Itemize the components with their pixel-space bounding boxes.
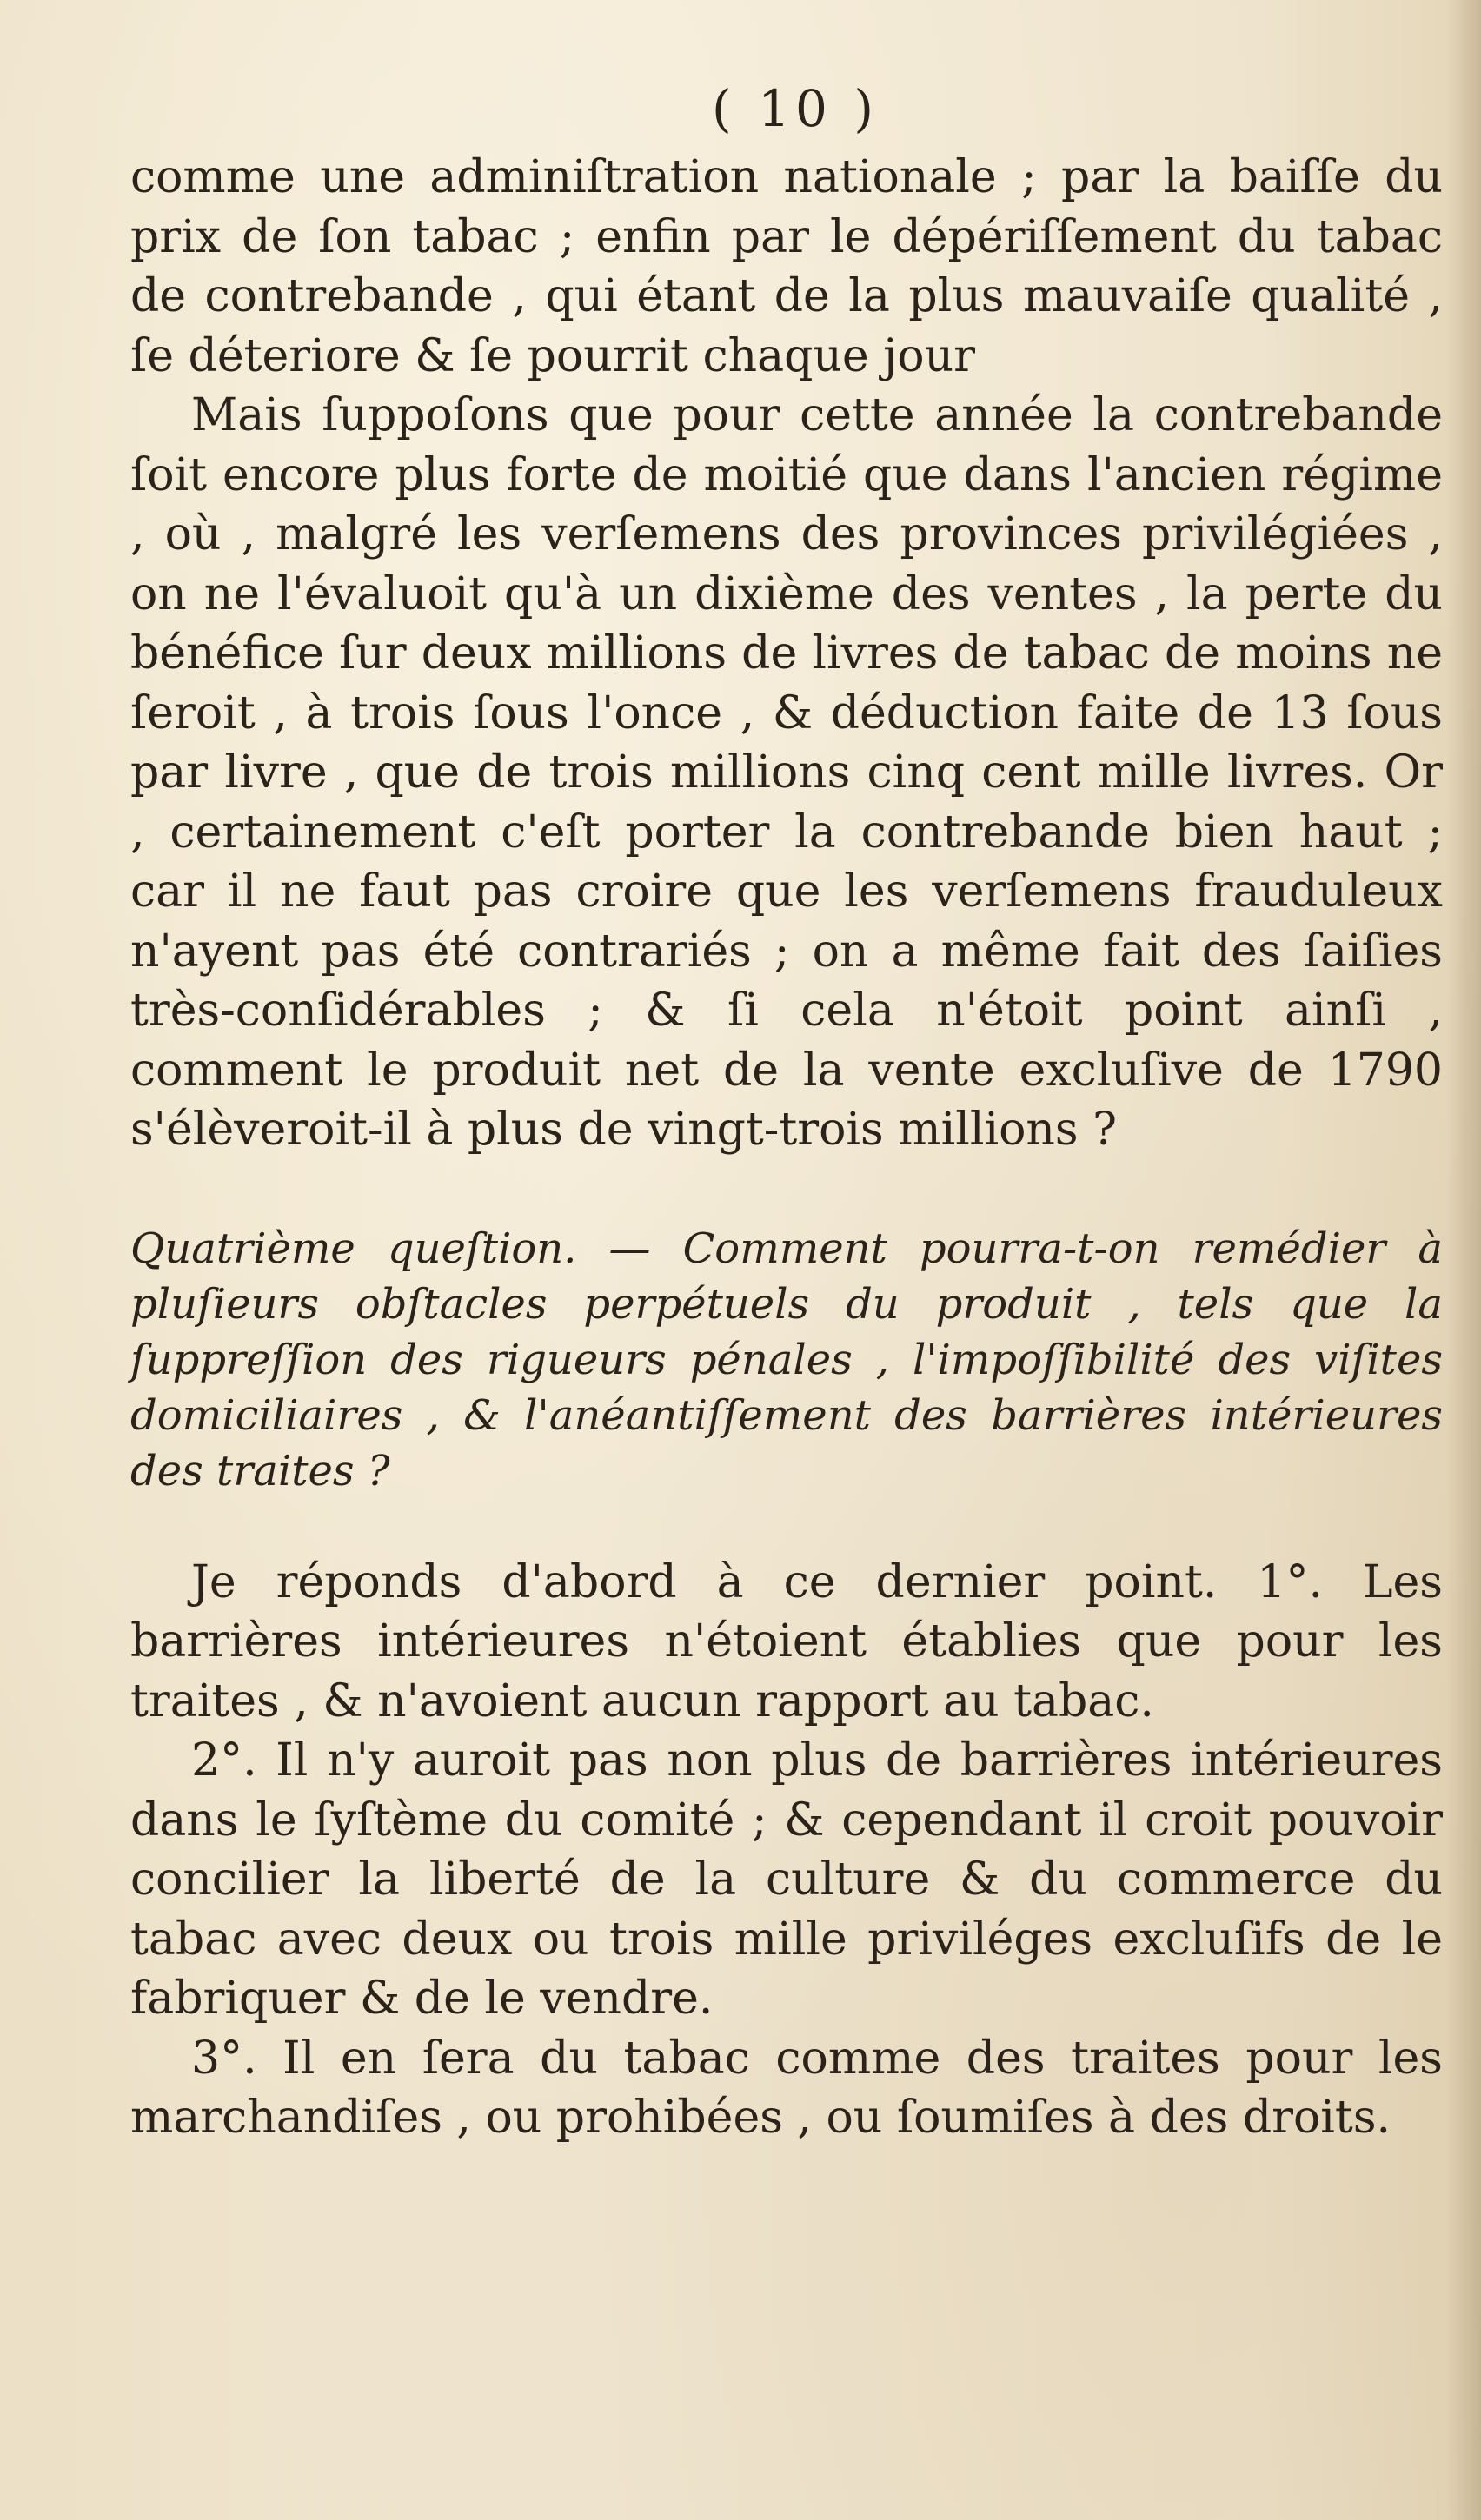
text-block xyxy=(130,70,1443,2148)
paragraph-continuation: comme une adminiſtration nationale ; par la baiſſe du prix de ſon tabac ; enfin par le dépériſſement du tabac de contrebande , qui étant de la plus mauvaiſe qualité , ſe déteriore & ſe pourrit chaque jour xyxy=(130,151,1443,382)
paragraph-reponse-3: 3°. Il en ſera du tabac comme des traites pour les marchandiſes , ou prohibées , ou ſoumiſes à des droits. xyxy=(130,2032,1443,2144)
paragraph-reponse-1: Je réponds d'abord à ce dernier point. 1°. Les barrières intérieures n'étoient établies que pour les traites , & n'avoient aucun rapport au tabac. xyxy=(130,1555,1443,1728)
question-heading: Quatrième queſtion. — Comment pourra-t-on remédier à pluſieurs obſtacles perpétuels du produit , tels que la ſuppreſſion des rigueurs pénales , l'impoſſibilité des viſites domiciliaires , & l'anéantiſſement des barrières intérieures des traites ? xyxy=(130,1224,1443,1495)
page-number: ( 10 ) xyxy=(712,79,879,138)
paragraph-contrebande: Mais ſuppoſons que pour cette année la contrebande ſoit encore plus forte de moitié que dans l'ancien régime , où , malgré les verſemens des provinces privilégiées , on ne l'évaluoit qu'à un dixième des ventes , la perte du bénéfice ſur deux millions de livres de tabac de moins ne ſeroit , à trois ſous l'once , & déduction faite de 13 ſous par livre , que de trois millions cinq cent mille livres. Or , certainement c'eſt porter la contrebande bien haut ; car il ne faut pas croire que les verſemens frauduleux n'ayent pas été contrariés ; on a même fait des ſaiſies très-conſidérables ; & ſi cela n'étoit point ainſi , comment le produit net de la vente excluſive de 1790 s'élèveroit-il à plus de vingt-trois millions ? xyxy=(130,389,1443,1156)
page-edge-shadow xyxy=(1446,0,1481,2520)
paragraph-reponse-2: 2°. Il n'y auroit pas non plus de barrières intérieures dans le ſyſtème du comité ; & cependant il croit pouvoir concilier la liberté de la culture & du commerce du tabac avec deux ou trois mille priviléges excluſifs de le fabriquer & de le vendre. xyxy=(130,1734,1443,2025)
